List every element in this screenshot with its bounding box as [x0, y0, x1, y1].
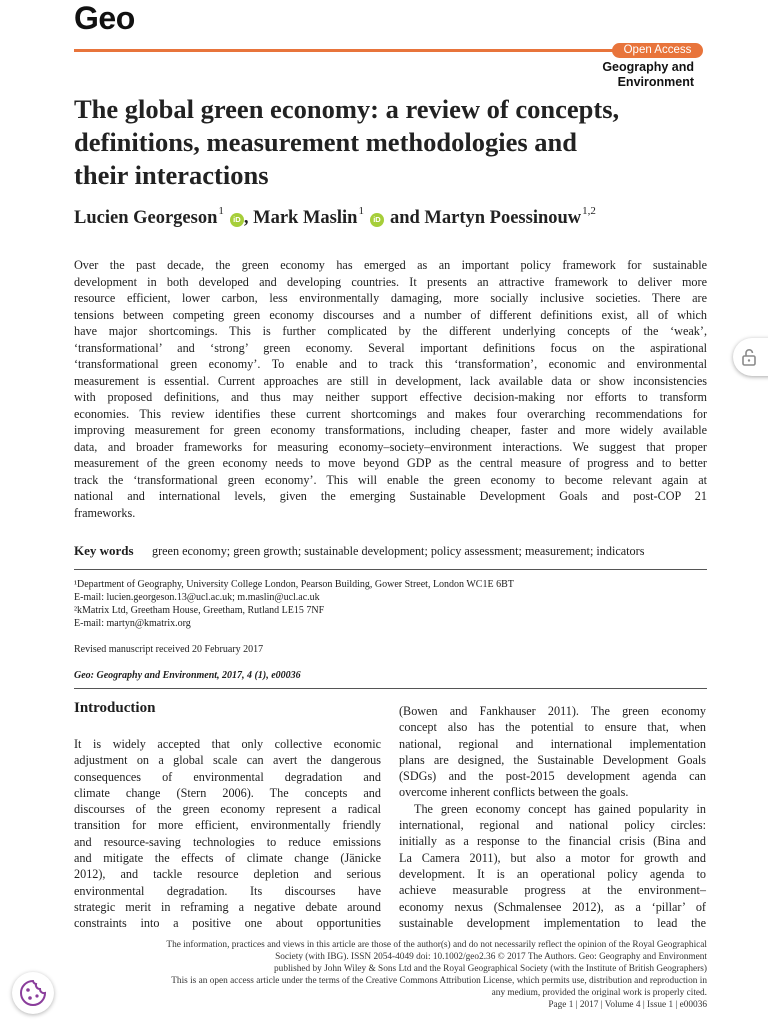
- journal-logo: Geo: [74, 0, 135, 36]
- revised-date: Revised manuscript received 20 February 2017: [74, 644, 264, 655]
- author-name[interactable]: and Martyn Poessinouw: [389, 208, 582, 228]
- abstract-line: with proposed definitions, and thus may neither support effective decision-making nor efforts to transform: [74, 390, 707, 404]
- cookie-settings-button[interactable]: [12, 972, 54, 1014]
- journal-name-line1: Geography and: [602, 60, 694, 74]
- paragraph-line: strategic merit in reframing a negative debate around: [74, 899, 381, 914]
- paragraph-line: discourses of the green economy represent a radical: [74, 802, 381, 817]
- keywords-label: Key words: [74, 543, 134, 558]
- paragraph-line: concept also has the potential to ensure that, when: [399, 720, 706, 735]
- paragraph-line: The green economy concept has gained popularity in: [414, 801, 706, 816]
- abstract-line: data, and broader frameworks for measuring economy–society–environment interactions. We suggest that proper: [74, 439, 707, 454]
- author-affiliation-mark: 1: [358, 205, 364, 217]
- author-name[interactable]: Lucien Georgeson: [74, 208, 218, 228]
- paragraph-line: consequences of environmental degradation and: [74, 769, 381, 784]
- section-heading: Introduction: [74, 700, 156, 716]
- title-line: definitions, measurement methodologies and: [74, 127, 578, 157]
- license-footer: [50, 939, 707, 1011]
- title-line: their interactions: [74, 160, 269, 190]
- abstract-line: ‘transformational green economy’. To enable and to track this ‘transformation’, economic and environmental: [74, 357, 707, 371]
- paragraph-line: environmental degradation. Its discourses have: [74, 883, 381, 898]
- journal-name: [520, 60, 694, 90]
- paragraph-line: national, regional and international implementation: [399, 736, 706, 751]
- divider: [74, 569, 707, 570]
- paragraph-line: international, regional and national policy circles:: [399, 818, 706, 833]
- divider: [74, 688, 707, 689]
- abstract-line: Over the past decade, the green economy has emerged as an important policy framework for sustainable: [74, 258, 707, 272]
- paragraph-line: It is widely accepted that only collective economic: [74, 737, 381, 751]
- author-list: [74, 205, 596, 229]
- paragraph-line: 2012), and tackle resource depletion and serious: [74, 867, 381, 882]
- paragraph-line: adjustment on a global scale can avert the dangerous: [74, 753, 381, 768]
- orcid-icon[interactable]: iD: [370, 213, 384, 227]
- email-1[interactable]: E-mail: lucien.georgeson.13@ucl.ac.uk; m.maslin@ucl.ac.uk: [74, 592, 320, 603]
- abstract-line: development in both developed and developing countries. It presents an attractive framework to deliver more: [74, 274, 707, 289]
- paragraph-line: La Camera 2011), but also a motor for growth and: [399, 850, 706, 865]
- open-access-badge[interactable]: Open Access: [612, 43, 703, 58]
- abstract-line: have major shortcomings. This is further complicated by the different underlying concepts of the ‘weak’,: [74, 324, 707, 338]
- abstract-line: frameworks.: [74, 505, 136, 520]
- journal-name-line2: Environment: [617, 75, 694, 89]
- paragraph-line: transition for more efficient, environmentally friendly: [74, 818, 381, 833]
- footer-line: The information, practices and views in this article are those of the author(s) and do not necessarily reflect the opinion of the Royal Geographical: [166, 940, 707, 950]
- abstract-line: measurement is essential. Current approaches are still in development, lack available data or show inconsistencies: [74, 373, 707, 388]
- paragraph-line: constraints into a positive one about opportunities: [74, 916, 381, 931]
- paragraph-line: plans are designed, the Sustainable Development Goals: [399, 752, 706, 767]
- footer-line: Society (with IBG). ISSN 2054-4049 doi: 10.1002/geo2.36 © 2017 The Authors. Geo: Geography and Environment: [275, 952, 707, 962]
- email-2[interactable]: E-mail: martyn@kmatrix.org: [74, 618, 191, 629]
- paragraph-line: climate change (Stern 2006). The concepts and: [74, 785, 381, 800]
- right-column: [399, 703, 706, 931]
- footer-line: Page 1 | 2017 | Volume 4 | Issue 1 | e00036: [548, 1000, 707, 1010]
- access-tab[interactable]: [733, 338, 768, 376]
- footer-line: published by John Wiley & Sons Ltd and the Royal Geographical Society (with the Institute of British Geographers): [274, 964, 707, 974]
- cookie-icon: [18, 978, 48, 1008]
- author-affiliation-mark: 1: [218, 205, 224, 217]
- author-affiliation-mark: 1,2: [582, 205, 596, 217]
- keywords-text: green economy; green growth; sustainable development; policy assessment; measurement; indicators: [152, 544, 645, 558]
- paragraph-line: (SDGs) and the post-2015 development agenda can: [399, 769, 706, 784]
- header-rule: [74, 49, 692, 52]
- abstract-line: track the ‘transformational green economy’. This will enable the green economy to become relevant again at: [74, 472, 707, 487]
- orcid-icon[interactable]: iD: [230, 213, 244, 227]
- footer-line: This is an open access article under the terms of the Creative Commons Attribution License, which permits use, distribution and reproduction in: [171, 976, 707, 986]
- citation: Geo: Geography and Environment, 2017, 4 (1), e00036: [74, 670, 301, 681]
- author-name[interactable]: , Mark Maslin: [243, 208, 358, 228]
- abstract-line: economies. This review identifies these current shortcomings and makes four overarching recommendations for: [74, 406, 707, 421]
- paragraph-line: economy nexus (Schmalensee 2012), as a ‘pillar’ of: [399, 899, 706, 914]
- article-title: [74, 93, 714, 192]
- abstract-line: national and international levels, given the emerging Sustainable Development Goals and post-COP 21: [74, 489, 707, 503]
- paragraph-line: sustainable development implementation to lead the: [399, 915, 706, 930]
- paragraph-line: and mitigate the effects of climate change (Jänicke: [74, 851, 381, 866]
- abstract-line: measurement of the green economy needs to move beyond GDP as the central measure of progress and to better: [74, 456, 707, 470]
- lock-icon: [739, 347, 759, 367]
- abstract-line: ‘transformational’ and ‘strong’ green economy. Several important definitions focus on the aspirational: [74, 340, 707, 355]
- abstract-line: resource efficient, lower carbon, less environmentally damaging, more socially inclusive societies. There are: [74, 291, 707, 305]
- paragraph-line: (Bowen and Fankhauser 2011). The green economy: [399, 704, 706, 718]
- affiliation-1: ¹Department of Geography, University College London, Pearson Building, Gower Street, London WC1E 6BT: [74, 579, 514, 590]
- left-column: [74, 736, 381, 932]
- footer-line: any medium, provided the original work is properly cited.: [491, 988, 707, 998]
- abstract-line: tensions between competing green economy discourses and a number of different definitions exist, all of which: [74, 307, 707, 322]
- paragraph-line: overcome inherent conflicts between the goals.: [399, 785, 629, 800]
- title-line: The global green economy: a review of concepts,: [74, 94, 620, 124]
- abstract-line: improving measurement for green economy transformations, including cheaper, faster and more widely available: [74, 423, 707, 437]
- paragraph-line: development. It is an operational policy agenda to: [399, 866, 706, 881]
- paragraph-line: initially as a response to the financial crisis (Bina and: [399, 834, 706, 849]
- paragraph-line: and resource-saving technologies to reduce emissions: [74, 834, 381, 849]
- affiliation-2: ²kMatrix Ltd, Greetham House, Greetham, Rutland LE15 7NF: [74, 605, 325, 616]
- paragraph-line: achieve measurable progress at the environment–: [399, 883, 706, 898]
- abstract: [74, 257, 707, 521]
